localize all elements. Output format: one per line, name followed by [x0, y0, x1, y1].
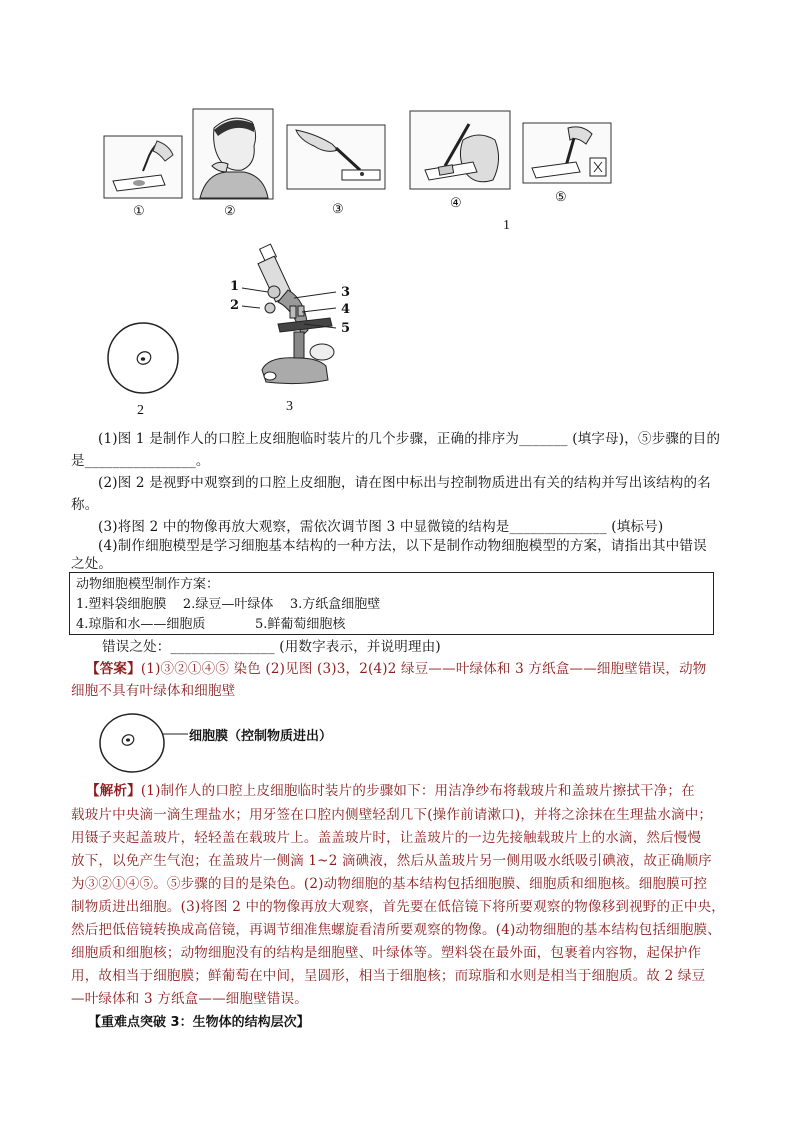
plan-title: 动物细胞模型制作方案：: [76, 577, 220, 592]
figure-1: [100, 108, 620, 233]
analysis-line-9: 用，故相当于细胞膜；鲜葡萄在中间，呈圆形，相当于细胞核；而琼脂和水则是相当于细胞质。故 2 绿豆: [71, 968, 706, 984]
analysis-line-4: 放下，以免产生气泡；在盖玻片一侧滴 1~2 滴碘液，然后从盖玻片另一侧用吸水纸吸引碘液，故正确顺序: [71, 853, 712, 869]
step-3-illustration: [286, 124, 386, 190]
question-3: (3)将图 2 中的物像再放大观察，需依次调节图 3 中显微镜的结构是______________ (填标号): [98, 519, 664, 535]
question-1-line-1: (1)图 1 是制作人的口腔上皮细胞临时装片的几个步骤，正确的排序为_______ (填字母)，⑤步骤的目的: [98, 431, 721, 447]
question-4-line-2: 之处。: [71, 556, 113, 572]
microscope-part-1: 1: [230, 279, 240, 294]
section-heading: 【重难点突破 3：生物体的结构层次】: [88, 1015, 310, 1030]
figure-2-cell-view: [106, 320, 180, 396]
analysis-line-5: 为③②①④⑤。⑤步骤的目的是染色。(2)动物细胞的基本结构包括细胞膜、细胞质和细胞核。细胞膜可控: [71, 876, 708, 892]
analysis-line-7: 然后把低倍镜转换成高倍镜，再调节细准焦螺旋看清所要观察的物像。(4)动物细胞的基本结构包括细胞膜、: [71, 922, 721, 938]
analysis-text-1: (1)制作人的口腔上皮细胞临时装片的步骤如下：用洁净纱布将载玻片和盖玻片擦拭干净；在: [140, 783, 695, 799]
answer-line-1: [86, 658, 707, 680]
analysis-line-10: —叶绿体和 3 方纸盒——细胞壁错误。: [71, 991, 308, 1007]
microscope-part-5: 5: [341, 321, 351, 336]
figure-2-number: 2: [137, 403, 144, 418]
plan-row-2: 4.琼脂和水——细胞质 5.鲜葡萄细胞核: [76, 617, 346, 632]
analysis-line-2: 载玻片中央滴一滴生理盐水；用牙签在口腔内侧壁轻刮几下(操作前请漱口)，并将之涂抹在生理盐水滴中；: [71, 807, 713, 823]
plan-row-1: 1.塑料袋细胞膜 2.绿豆—叶绿体 3.方纸盒细胞壁: [76, 597, 381, 612]
analysis-tag: 【解析】: [86, 783, 141, 799]
step-4-illustration: [409, 110, 511, 190]
figure-1-number: 1: [503, 218, 510, 233]
step-label-2: ②: [224, 204, 236, 219]
step-5-illustration: [522, 122, 612, 184]
answer-cell-diagram: [98, 712, 188, 774]
analysis-line-1: [86, 780, 695, 802]
answer-line-2: 细胞不具有叶绿体和细胞壁: [71, 683, 236, 699]
question-1-line-2: 是________________。: [71, 453, 210, 469]
step-2-illustration: [192, 108, 274, 200]
error-answer-line: 错误之处：_______________ (用数字表示，并说明理由): [102, 639, 441, 655]
step-label-3: ③: [332, 202, 344, 217]
analysis-line-6: 制物质进出细胞。(3)将图 2 中的物像再放大观察，首先要在低倍镜下将所要观察的物像移到视野的正中央，: [71, 899, 725, 915]
microscope-part-3: 3: [341, 285, 351, 300]
question-2-line-1: (2)图 2 是视野中观察到的口腔上皮细胞，请在图中标出与控制物质进出有关的结构并写出该结构的名: [98, 475, 711, 491]
analysis-line-3: 用镊子夹起盖玻片，轻轻盖在载玻片上。盖盖玻片时，让盖玻片的一边先接触载玻片上的水滴，然后慢慢: [71, 830, 702, 846]
membrane-label: 细胞膜（控制物质进出）: [189, 729, 333, 744]
answer-tag: 【答案】: [86, 661, 141, 677]
step-1-illustration: [103, 135, 183, 199]
cell-model-plan-box: [69, 572, 714, 635]
step-label-1: ①: [133, 204, 145, 219]
microscope-part-2: 2: [230, 298, 240, 313]
figure-3-number: 3: [286, 399, 293, 414]
analysis-line-8: 细胞质和细胞核；动物细胞没有的结构是细胞壁、叶绿体等。塑料袋在最外面，包裹着内容物，起保护作: [71, 945, 702, 961]
question-2-line-2: 称。: [71, 497, 99, 513]
microscope-part-4: 4: [341, 302, 351, 317]
answer-text-1: (1)③②①④⑤ 染色 (2)见图 (3)3，2(4)2 绿豆——叶绿体和 3 方纸盒——细胞壁错误，动物: [140, 661, 707, 677]
step-label-4: ④: [450, 196, 462, 211]
step-label-5: ⑤: [555, 190, 567, 205]
question-4-line-1: (4)制作细胞模型是学习细胞基本结构的一种方法，以下是制作动物细胞模型的方案，请指出其中错误: [98, 538, 707, 554]
figure-3-pointer-lines: [232, 284, 358, 340]
